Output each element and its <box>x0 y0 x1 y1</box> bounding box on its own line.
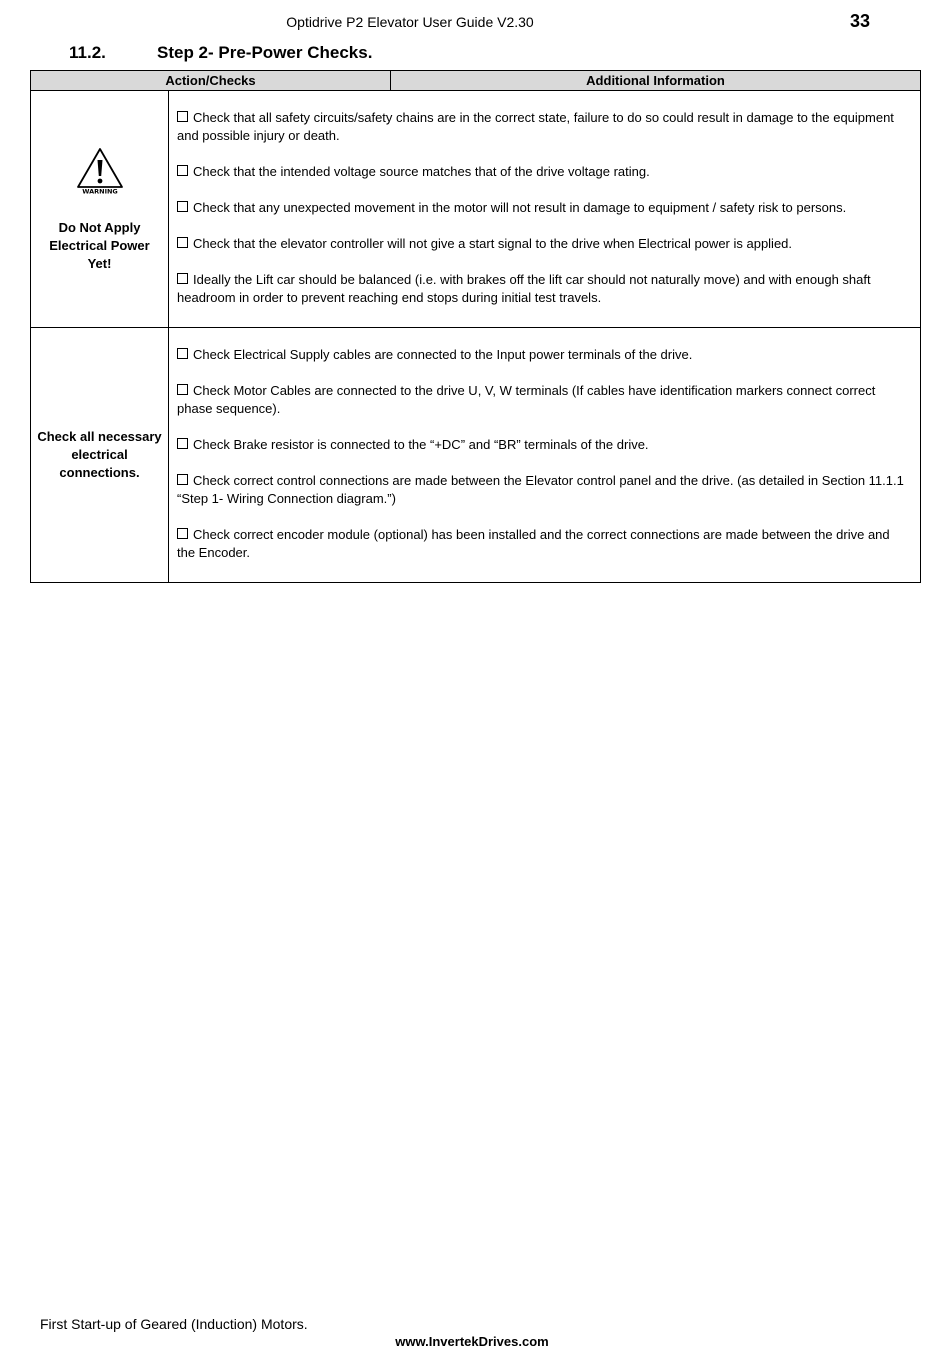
checkbox-icon <box>177 384 188 395</box>
checkbox-icon <box>177 438 188 449</box>
section-title: Step 2- Pre-Power Checks. <box>157 43 373 62</box>
checklist-item <box>177 199 910 217</box>
checkbox-icon <box>177 273 188 284</box>
checklist-item-text: Check Electrical Supply cables are connected to the Input power terminals of the drive. <box>193 347 693 362</box>
action-text: Do Not Apply Electrical Power Yet! <box>49 219 150 271</box>
checkbox-icon <box>177 237 188 248</box>
table-row <box>31 328 921 583</box>
header-additional-information: Additional Information <box>391 71 921 91</box>
warning-triangle-icon <box>75 146 125 199</box>
table-header-row <box>31 71 921 91</box>
checklist-item-text: Check correct encoder module (optional) has been installed and the correct connections are made between the drive and the Encoder. <box>177 527 890 560</box>
checklist-item-text: Check correct control connections are made between the Elevator control panel and the drive. (as detailed in Section 11.1.1 “Step 1- Wiring Connection diagram.”) <box>177 473 904 506</box>
action-text: Check all necessary electrical connections. <box>37 429 162 480</box>
checkbox-icon <box>177 111 188 122</box>
checklist-item <box>177 109 910 145</box>
warning-label: WARNING <box>81 187 118 194</box>
page-number: 33 <box>850 11 871 31</box>
checkbox-icon <box>177 474 188 485</box>
action-cell <box>31 328 169 583</box>
checklist-item-text: Ideally the Lift car should be balanced (i.e. with brakes off the lift car should not naturally move) and with enough shaft headroom in order to prevent reaching end stops during initial test travels. <box>177 272 871 305</box>
checklist-item-text: Check that the elevator controller will not give a start signal to the drive when Electrical power is applied. <box>193 236 793 251</box>
checklist-item <box>177 235 910 253</box>
info-cell <box>169 328 921 583</box>
checkbox-icon <box>177 165 188 176</box>
checklist-item-text: Check Brake resistor is connected to the “+DC” and “BR” terminals of the drive. <box>193 437 649 452</box>
action-cell <box>31 91 169 328</box>
checkbox-icon <box>177 201 188 212</box>
checks-table <box>30 70 921 583</box>
checklist-item <box>177 472 910 508</box>
checkbox-icon <box>177 528 188 539</box>
footer-text: First Start-up of Geared (Induction) Motors. <box>40 1316 308 1332</box>
checklist-item-text: Check Motor Cables are connected to the drive U, V, W terminals (If cables have identification markers connect correct phase sequence). <box>177 383 876 416</box>
checklist-item <box>177 271 910 307</box>
checklist-item <box>177 163 910 181</box>
checklist-item-text: Check that any unexpected movement in the motor will not result in damage to equipment / safety risk to persons. <box>193 200 847 215</box>
checkbox-icon <box>177 348 188 359</box>
table-row <box>31 91 921 328</box>
header-action-checks: Action/Checks <box>31 71 391 91</box>
header-title: Optidrive P2 Elevator User Guide V2.30 <box>286 14 534 30</box>
checklist-item <box>177 382 910 418</box>
section-number: 11.2. <box>69 43 106 62</box>
checklist-item <box>177 526 910 562</box>
checklist-item <box>177 346 910 364</box>
checklist-item-text: Check that all safety circuits/safety chains are in the correct state, failure to do so could result in damage to the equipment and possible injury or death. <box>177 110 894 143</box>
footer-url: www.InvertekDrives.com <box>395 1334 549 1349</box>
checklist-item <box>177 436 910 454</box>
section-heading <box>69 43 372 63</box>
info-cell <box>169 91 921 328</box>
checklist-item-text: Check that the intended voltage source matches that of the drive voltage rating. <box>193 164 650 179</box>
